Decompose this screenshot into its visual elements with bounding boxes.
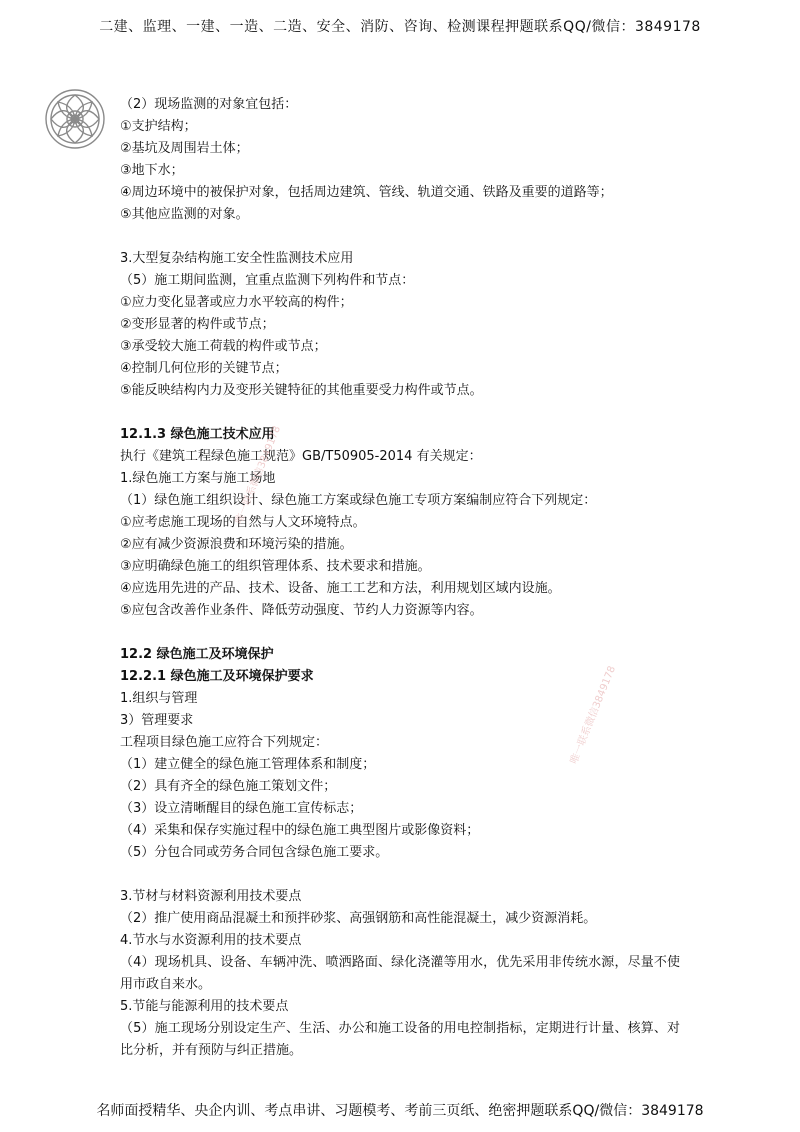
rosette-logo-icon [44, 88, 106, 150]
text-line: 1.组织与管理 [120, 691, 198, 706]
text-line: （2）现场监测的对象宜包括： [120, 97, 298, 112]
page-header: 二建、监理、一建、一造、二造、安全、消防、咨询、检测课程押题联系QQ/微信：3849178 [99, 19, 701, 35]
text-line: ④控制几何位形的关键节点； [120, 361, 288, 376]
text-line: ②变形显著的构件或节点； [120, 317, 275, 332]
text-line: 工程项目绿色施工应符合下列规定： [120, 735, 329, 750]
text-line: 4.节水与水资源利用的技术要点 [120, 933, 302, 948]
blank-line [120, 402, 680, 424]
text-line: （2）推广使用商品混凝土和预拌砂浆、高强钢筋和高性能混凝土，减少资源消耗。 [120, 911, 597, 926]
text-line: （5）施工期间监测，宜重点监测下列构件和节点： [120, 273, 415, 288]
section-heading: 12.2 绿色施工及环境保护 [120, 647, 274, 662]
section-heading: 12.2.1 绿色施工及环境保护要求 [120, 669, 314, 684]
text-line: 3）管理要求 [120, 713, 194, 728]
text-line: 5.节能与能源利用的技术要点 [120, 999, 289, 1014]
text-line: 3.大型复杂结构施工安全性监测技术应用 [120, 251, 354, 266]
blank-line [120, 226, 680, 248]
text-line: ③承受较大施工荷载的构件或节点； [120, 339, 327, 354]
text-line: ①应力变化显著或应力水平较高的构件； [120, 295, 353, 310]
document-body [120, 94, 680, 1062]
text-line: ②应有减少资源浪费和环境污染的措施。 [120, 537, 353, 552]
text-line: ③应明确绿色施工的组织管理体系、技术要求和措施。 [120, 559, 431, 574]
text-line: ①应考虑施工现场的自然与人文环境特点。 [120, 515, 366, 530]
text-line: 1.绿色施工方案与施工场地 [120, 471, 276, 486]
blank-line [120, 622, 680, 644]
watermark-text: 唯一联系微信3849178 [233, 424, 284, 526]
text-line: （2）具有齐全的绿色施工策划文件； [120, 779, 337, 794]
text-line: ③地下水； [120, 163, 184, 178]
text-line: （4）采集和保存实施过程中的绿色施工典型图片或影像资料； [120, 823, 480, 838]
text-line: （4）现场机具、设备、车辆冲洗、喷洒路面、绿化浇灌等用水，优先采用非传统水源，尽量不使用市政自来水。 [120, 955, 680, 992]
text-line: （5）分包合同或劳务合同包含绿色施工要求。 [120, 845, 389, 860]
watermark-text: 唯一联系微信3849178 [568, 664, 619, 766]
text-line: （5）施工现场分别设定生产、生活、办公和施工设备的用电控制指标，定期进行计量、核算、对比分析，并有预防与纠正措施。 [120, 1021, 680, 1058]
text-line: ⑤其他应监测的对象。 [120, 207, 249, 222]
blank-line [120, 864, 680, 886]
text-line: ②基坑及周围岩土体； [120, 141, 249, 156]
text-line: 3.节材与材料资源利用技术要点 [120, 889, 302, 904]
text-line: ⑤应包含改善作业条件、降低劳动强度、节约人力资源等内容。 [120, 603, 483, 618]
section-heading: 12.1.3 绿色施工技术应用 [120, 427, 275, 442]
text-line: ①支护结构； [120, 119, 197, 134]
text-line: （1）绿色施工组织设计、绿色施工方案或绿色施工专项方案编制应符合下列规定： [120, 493, 597, 508]
text-line: 执行《建筑工程绿色施工规范》GB/T50905-2014 有关规定： [120, 449, 482, 464]
text-line: （3）设立清晰醒目的绿色施工宣传标志； [120, 801, 363, 816]
page-footer: 名师面授精华、央企内训、考点串讲、习题模考、考前三页纸、绝密押题联系QQ/微信：3849178 [96, 1103, 704, 1119]
text-line: （1）建立健全的绿色施工管理体系和制度； [120, 757, 376, 772]
text-line: ④应选用先进的产品、技术、设备、施工工艺和方法，利用规划区域内设施。 [120, 581, 561, 596]
text-line: ④周边环境中的被保护对象，包括周边建筑、管线、轨道交通、铁路及重要的道路等； [120, 185, 613, 200]
text-line: ⑤能反映结构内力及变形关键特征的其他重要受力构件或节点。 [120, 383, 483, 398]
